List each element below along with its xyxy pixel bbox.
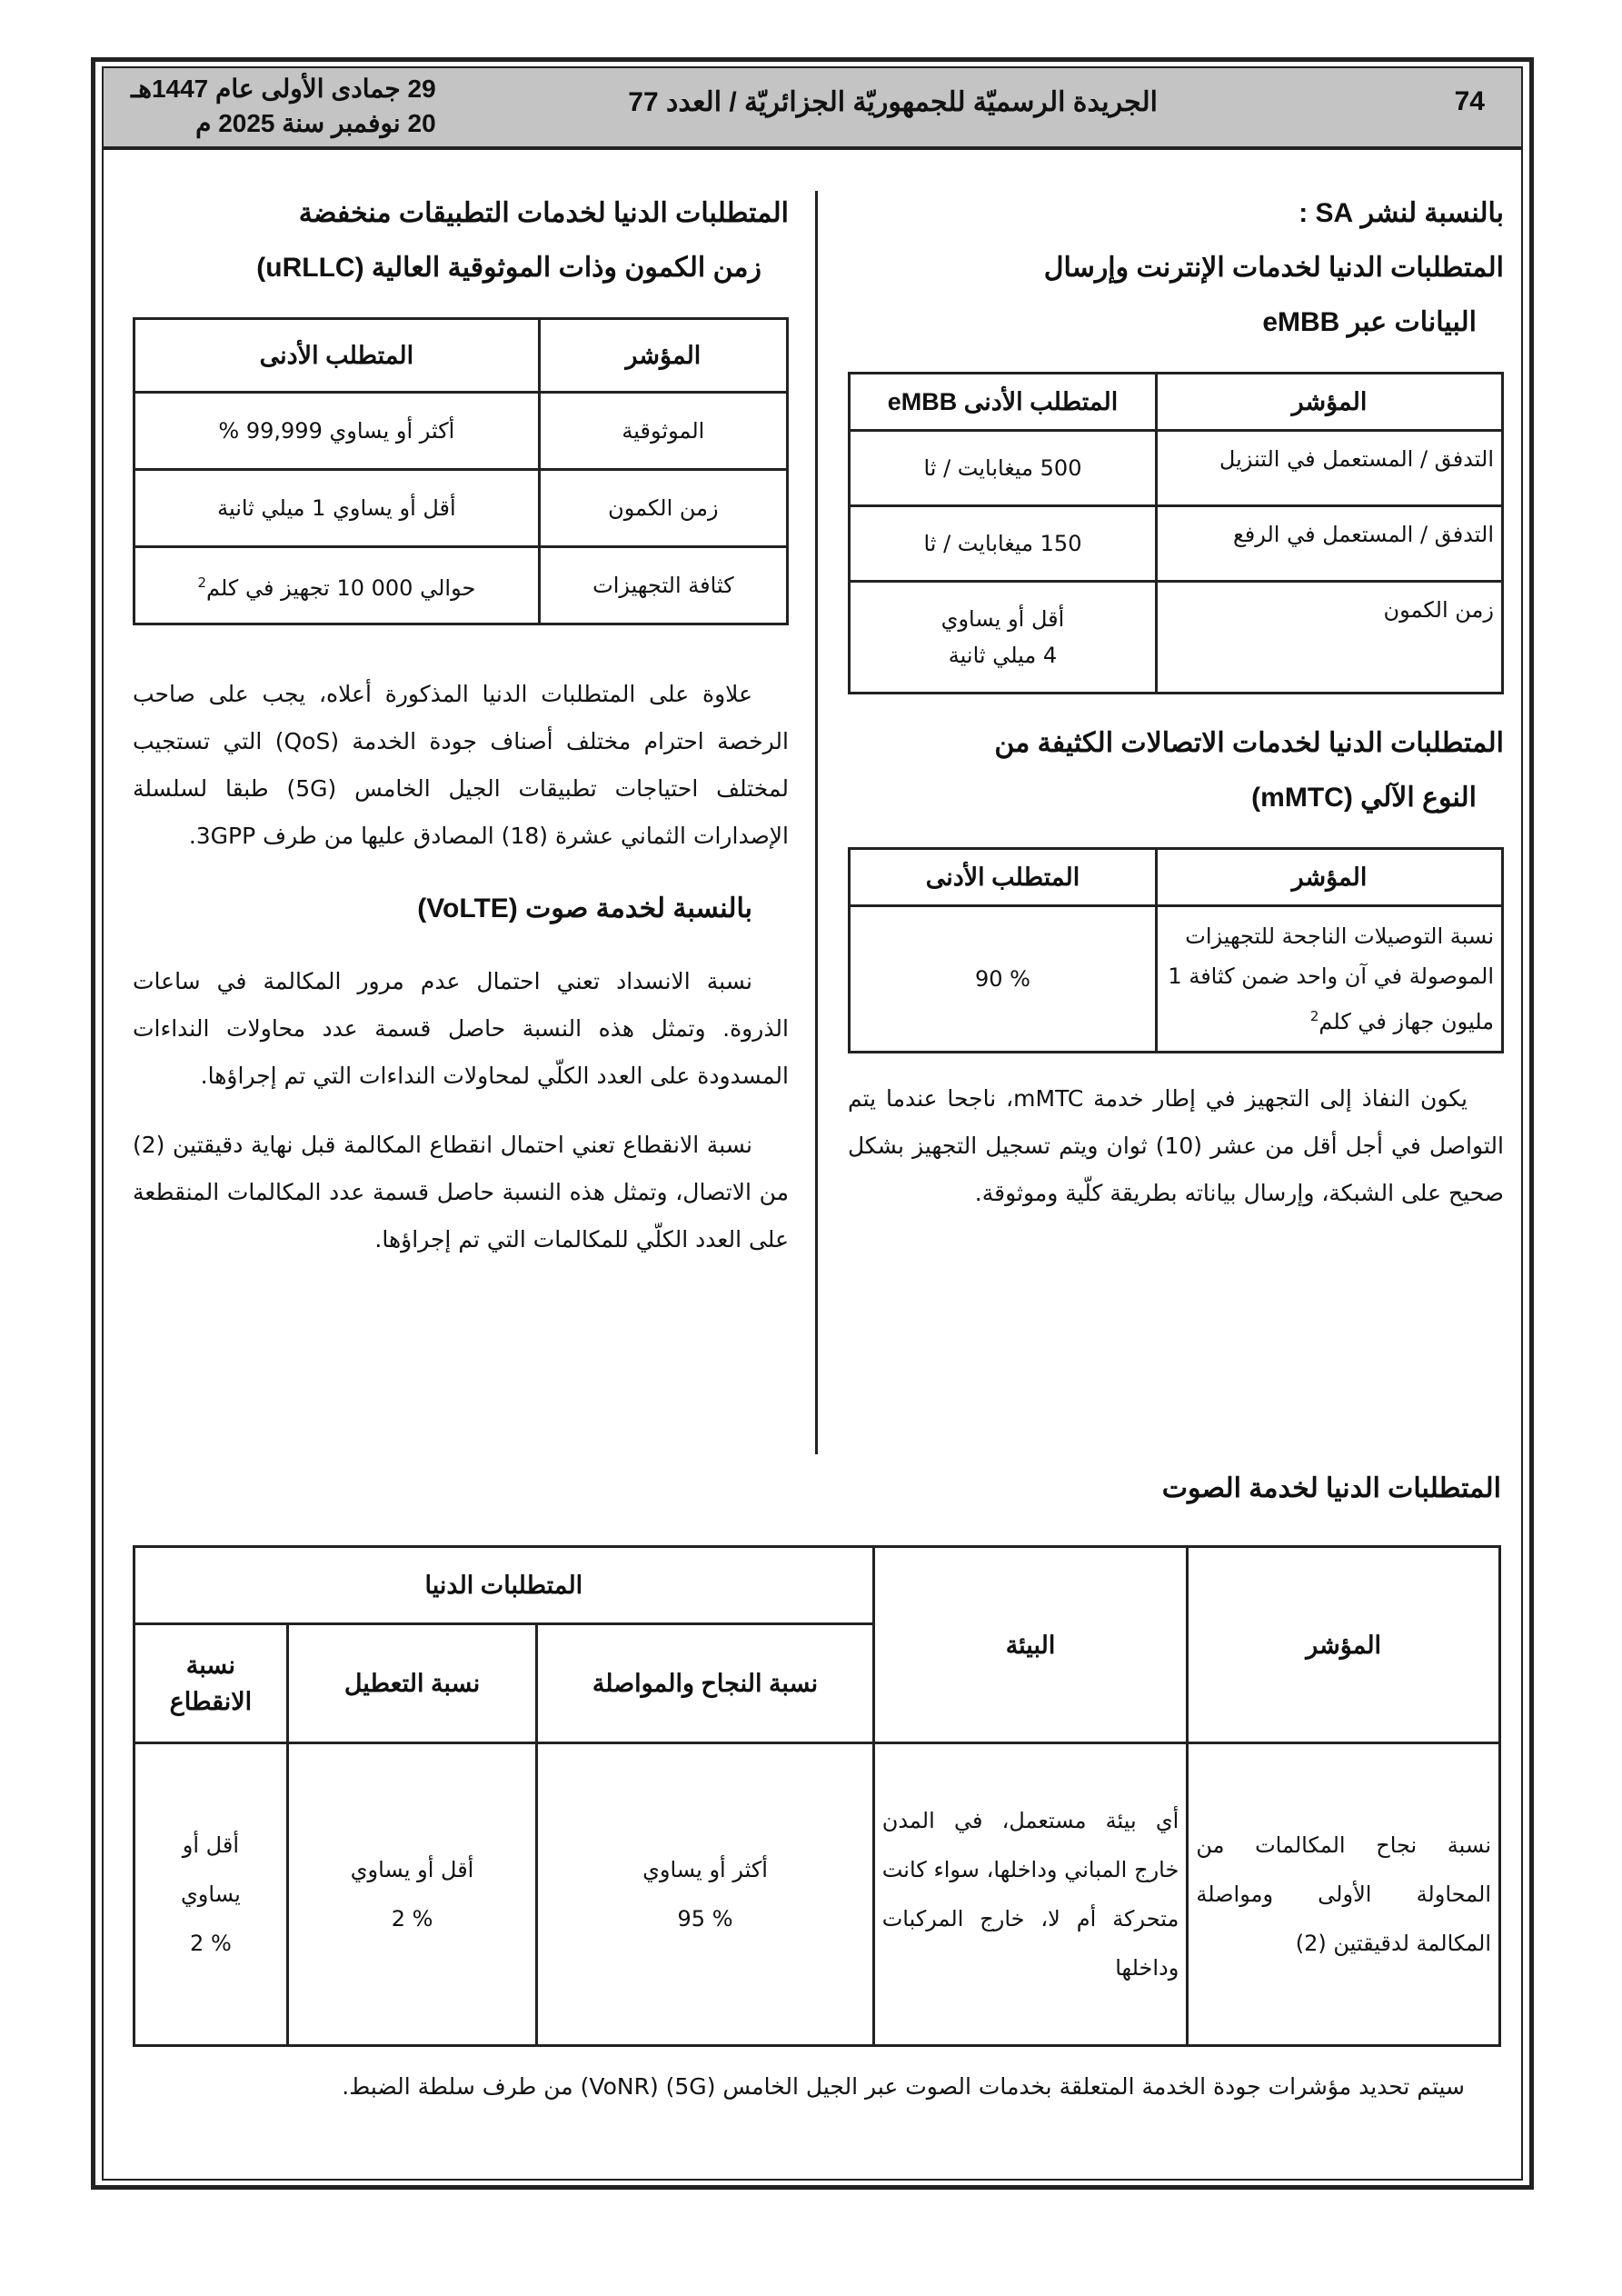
date-hijri: 29 جمادى الأولى عام 1447هـ <box>131 75 436 103</box>
embb-table <box>848 372 1504 694</box>
sa-heading: بالنسبة لنشر SA : <box>1299 198 1504 228</box>
table-cell: زمن الكمون <box>1156 582 1502 694</box>
table-cell: نسبة التوصيلات الناجحة للتجهيزات الموصولة في آن واحد ضمن كثافة 1 مليون جهاز في كلم <box>1168 923 1494 1034</box>
column-divider <box>815 191 818 1454</box>
mmtc-table <box>848 847 1504 1053</box>
table-row <box>134 470 788 547</box>
mmtc-paragraph: يكون النفاذ إلى التجهيز في إطار خدمة mMTC، ناجحا عندما يتم التواصل في أجل أقل من عشر (10) ثوان ويتم تسجيل التجهيز بشكل صحيح على الشبكة، وإرسال بياناته بطريقة كلّية وموثوقة. <box>848 1085 1504 1206</box>
table-row <box>134 1743 1500 2046</box>
table-cell: أقل أو يساوي 1 ميلي ثانية <box>134 470 540 547</box>
urllc-heading: المتطلبات الدنيا لخدمات التطبيقات منخفضة <box>298 198 789 228</box>
table-header: نسبة الانقطاع <box>134 1624 288 1743</box>
table-header: البيئة <box>873 1547 1188 1743</box>
table-cell: حوالي 000 10 تجهيز في كلم <box>206 575 476 601</box>
drop-paragraph: نسبة الانقطاع تعني احتمال انقطاع المكالمة قبل نهاية دقيقتين (2) من الاتصال، وتمثل هذه النسبة حاصل قسمة عدد المكالمات المنقطعة على العدد الكلّي للمكالمات التي تم إجراؤها. <box>133 1132 789 1253</box>
table-header: المتطلب الأدنى eMBB <box>850 374 1157 431</box>
table-cell: الموثوقية <box>539 393 787 470</box>
table-cell: أكثر أو يساوي % 95 <box>537 1743 873 2046</box>
table-cell: أقل أو يساوي % 2 <box>287 1743 537 2046</box>
volte-heading: بالنسبة لخدمة صوت (VoLTE) <box>417 893 752 923</box>
page-header <box>104 68 1521 150</box>
footer-text: سيتم تحديد مؤشرات جودة الخدمة المتعلقة بخدمات الصوت عبر الجيل الخامس (5G) (VoNR) من طرف سلطة الضبط. <box>342 2073 1465 2100</box>
issue-date <box>131 72 436 141</box>
urllc-table <box>133 317 789 625</box>
superscript: 2 <box>197 574 207 591</box>
table-cell: أقل أو يساوي 4 ميلي ثانية <box>850 582 1157 694</box>
table-cell: التدفق / المستعمل في التنزيل <box>1156 431 1502 506</box>
blocking-paragraph: نسبة الانسداد تعني احتمال عدم مرور المكالمة في ساعات الذروة. وتمثل هذه النسبة حاصل قسمة عدد محاولات النداءات المسدودة على العدد الكلّي لمحاولات النداءات التي تم إجراؤها. <box>133 968 789 1089</box>
voice-table <box>133 1545 1501 2047</box>
table-row <box>850 431 1503 506</box>
embb-heading-2: البيانات عبر eMBB <box>1262 307 1477 337</box>
date-gregorian: 20 نوفمبر سنة 2025 م <box>195 109 436 137</box>
table-cell: أقل أو يساوي % 2 <box>134 1743 288 2046</box>
table-header: نسبة النجاح والمواصلة <box>537 1624 873 1743</box>
page-number: 74 <box>1454 86 1485 116</box>
mmtc-heading: المتطلبات الدنيا لخدمات الاتصالات الكثيفة من <box>994 728 1504 758</box>
table-row <box>850 906 1503 1053</box>
table-header: المؤشر <box>539 319 787 393</box>
table-row <box>134 393 788 470</box>
urllc-heading-2: زمن الكمون وذات الموثوقية العالية (uRLLC) <box>256 253 761 283</box>
table-cell: زمن الكمون <box>539 470 787 547</box>
table-header: المؤشر <box>1156 374 1502 431</box>
table-cell: كثافة التجهيزات <box>539 547 787 624</box>
mmtc-heading-2: النوع الآلي (mMTC) <box>1251 783 1477 813</box>
table-header: المؤشر <box>1156 849 1502 906</box>
table-header: المتطلبات الدنيا <box>134 1547 874 1624</box>
qos-paragraph: علاوة على المتطلبات الدنيا المذكورة أعلاه، يجب على صاحب الرخصة احترام مختلف أصناف جودة الخدمة (QoS) التي تستجيب لمختلف احتياجات تطبيقات الجيل الخامس (5G) طبقا لسلسلة الإصدارات الثماني عشرة (18) المصادق عليها من طرف 3GPP. <box>133 681 790 849</box>
table-header: المتطلب الأدنى <box>134 319 540 393</box>
table-header: المؤشر <box>1188 1547 1500 1743</box>
table-header: نسبة التعطيل <box>287 1624 537 1743</box>
table-cell: أي بيئة مستعمل، في المدن خارج المباني وداخلها، سواء كانت متحركة أم لا، خارج المركبات وداخلها <box>873 1743 1188 2046</box>
table-cell: أكثر أو يساوي 99,999 % <box>134 393 540 470</box>
table-row <box>850 506 1503 582</box>
table-cell: التدفق / المستعمل في الرفع <box>1156 506 1502 582</box>
table-row <box>134 547 788 624</box>
footer-paragraph <box>133 2063 1501 2111</box>
table-row <box>850 582 1503 694</box>
table-cell: 500 ميغابايت / ثا <box>850 431 1157 506</box>
left-column <box>133 186 789 1263</box>
table-cell: نسبة نجاح المكالمات من المحاولة الأولى ومواصلة المكالمة لدقيقتين (2) <box>1188 1743 1500 2046</box>
table-cell: % 90 <box>850 906 1157 1053</box>
table-cell: 150 ميغابايت / ثا <box>850 506 1157 582</box>
gazette-title: الجريدة الرسميّة للجمهوريّة الجزائريّة / العدد 77 <box>628 87 1158 117</box>
right-column <box>848 186 1504 1217</box>
voice-heading: المتطلبات الدنيا لخدمة الصوت <box>1161 1473 1501 1503</box>
table-header: المتطلب الأدنى <box>850 849 1157 906</box>
embb-heading: المتطلبات الدنيا لخدمات الإنترنت وإرسال <box>1043 253 1504 283</box>
superscript: 2 <box>1309 1008 1319 1024</box>
